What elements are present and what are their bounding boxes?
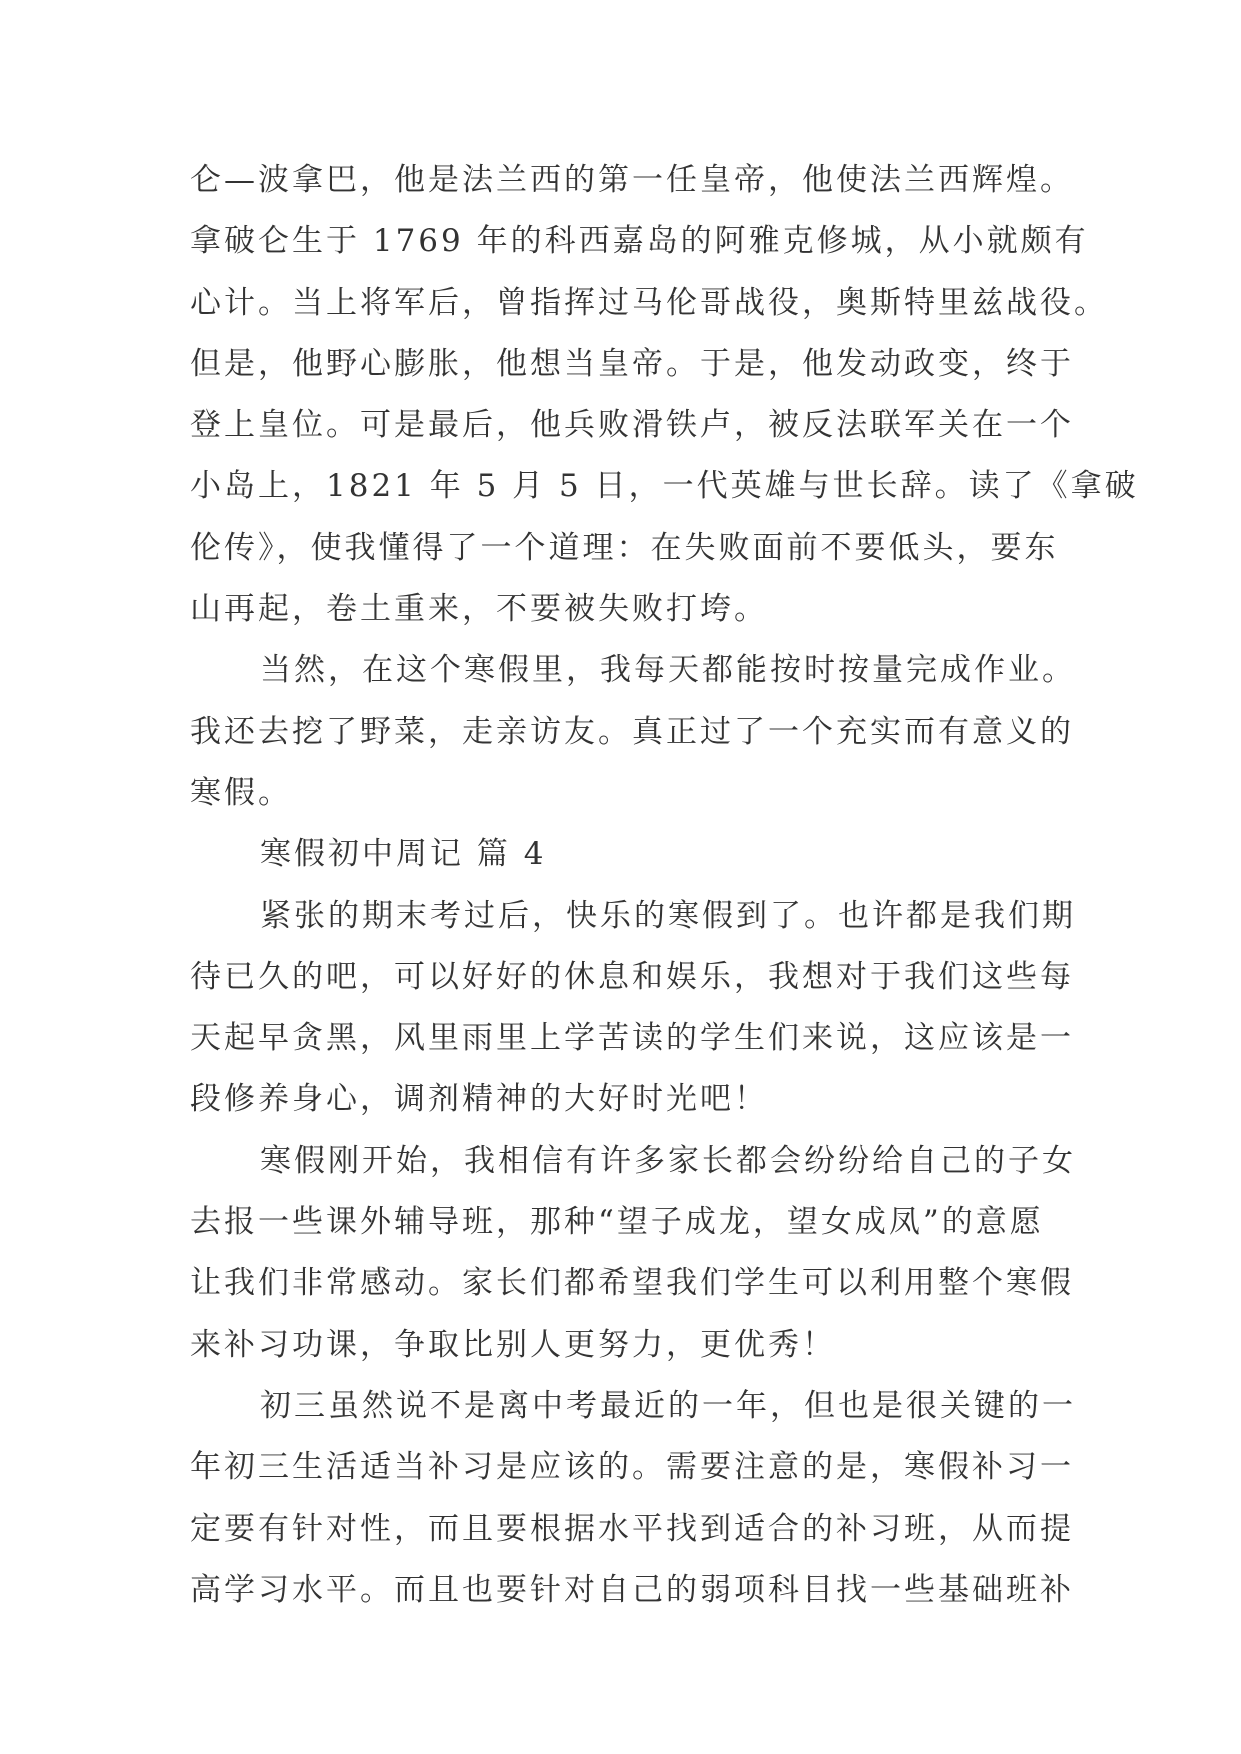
text-line: 寒假。 bbox=[190, 774, 292, 811]
text-line: 段修养身心，调剂精神的大好时光吧！ bbox=[190, 1081, 768, 1118]
paragraph-first-line: 当然，在这个寒假里，我每天都能按时按量完成作业。 bbox=[260, 652, 1076, 689]
text-line: 仑—波拿巴，他是法兰西的第一任皇帝，他使法兰西辉煌。 bbox=[190, 162, 1074, 198]
text-line: 山再起，卷土重来，不要被失败打垮。 bbox=[190, 591, 768, 628]
section-heading: 寒假初中周记 篇 4 bbox=[260, 836, 547, 873]
text-line: 待已久的吧，可以好好的休息和娱乐，我想对于我们这些每 bbox=[190, 958, 1074, 995]
text-line: 但是，他野心膨胀，他想当皇帝。于是，他发动政变，终于 bbox=[190, 345, 1074, 382]
text-line: 去报一些课外辅导班，那种“望子成龙，望女成凤”的意愿 bbox=[190, 1204, 1044, 1241]
text-line: 让我们非常感动。家长们都希望我们学生可以利用整个寒假 bbox=[190, 1265, 1074, 1302]
text-line: 年初三生活适当补习是应该的。需要注意的是，寒假补习一 bbox=[190, 1449, 1074, 1486]
text-line: 拿破仑生于 1769 年的科西嘉岛的阿雅克修城，从小就颇有 bbox=[190, 223, 1089, 260]
text-line: 天起早贪黑，风里雨里上学苦读的学生们来说，这应该是一 bbox=[190, 1020, 1074, 1057]
text-line: 定要有针对性，而且要根据水平找到适合的补习班，从而提 bbox=[190, 1510, 1074, 1547]
text-line: 我还去挖了野菜，走亲访友。真正过了一个充实而有意义的 bbox=[190, 713, 1074, 750]
text-line: 心计。当上将军后，曾指挥过马伦哥战役，奥斯特里兹战役。 bbox=[190, 284, 1108, 321]
paragraph-first-line: 紧张的期末考过后，快乐的寒假到了。也许都是我们期 bbox=[260, 897, 1076, 934]
text-line: 来补习功课，争取比别人更努力，更优秀！ bbox=[190, 1326, 836, 1363]
document-body bbox=[190, 150, 1139, 1621]
text-line: 登上皇位。可是最后，他兵败滑铁卢，被反法联军关在一个 bbox=[190, 407, 1074, 444]
text-line: 伦传》，使我懂得了一个道理：在失败面前不要低头，要东 bbox=[190, 529, 1059, 566]
text-line: 高学习水平。而且也要针对自己的弱项科目找一些基础班补 bbox=[190, 1571, 1074, 1608]
paragraph-first-line: 初三虽然说不是离中考最近的一年，但也是很关键的一 bbox=[260, 1387, 1076, 1424]
text-line: 小岛上，1821 年 5 月 5 日，一代英雄与世长辞。读了《拿破 bbox=[190, 468, 1139, 505]
paragraph-first-line: 寒假刚开始，我相信有许多家长都会纷纷给自己的子女 bbox=[260, 1142, 1076, 1179]
